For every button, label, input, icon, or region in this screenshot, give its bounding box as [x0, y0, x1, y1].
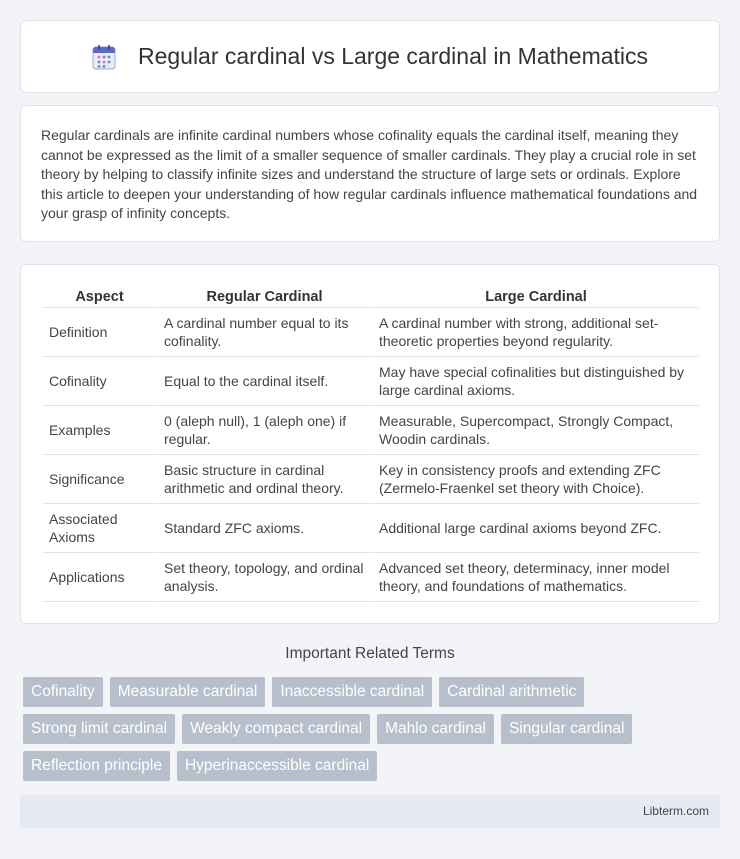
tag-singular-cardinal[interactable]: Singular cardinal [501, 714, 632, 744]
table-row [43, 455, 699, 504]
page-title: Regular cardinal vs Large cardinal in Mathematics [137, 43, 649, 69]
row-large: Additional large cardinal axioms beyond ZFC. [371, 504, 699, 553]
tag-inaccessible-cardinal[interactable]: Inaccessible cardinal [272, 677, 432, 707]
row-regular: Standard ZFC axioms. [156, 504, 371, 553]
row-large: Advanced set theory, determinacy, inner model theory, and foundations of mathematics. [371, 553, 699, 602]
header-card [20, 20, 720, 93]
row-aspect: Definition [43, 308, 156, 357]
row-aspect: Cofinality [43, 357, 156, 406]
footer [20, 795, 720, 828]
intro-card [20, 105, 720, 242]
row-aspect: Examples [43, 406, 156, 455]
tag-hyperinaccessible-cardinal[interactable]: Hyperinaccessible cardinal [177, 751, 377, 781]
row-regular: Equal to the cardinal itself. [156, 357, 371, 406]
related-terms-tags [23, 677, 723, 788]
tag-cofinality[interactable]: Cofinality [23, 677, 103, 707]
header-large-cardinal: Large Cardinal [371, 287, 699, 308]
row-regular: Set theory, topology, and ordinal analysis. [156, 553, 371, 602]
calendar-icon [92, 44, 116, 70]
comparison-table-card [20, 264, 720, 624]
table-header-row [43, 287, 699, 308]
row-large: Measurable, Supercompact, Strongly Compact, Woodin cardinals. [371, 406, 699, 455]
row-regular: 0 (aleph null), 1 (aleph one) if regular. [156, 406, 371, 455]
row-aspect: Associated Axioms [43, 504, 156, 553]
table-row [43, 308, 699, 357]
table-row [43, 406, 699, 455]
row-aspect: Applications [43, 553, 156, 602]
tag-mahlo-cardinal[interactable]: Mahlo cardinal [377, 714, 494, 744]
tag-measurable-cardinal[interactable]: Measurable cardinal [110, 677, 266, 707]
row-large: A cardinal number with strong, additional set-theoretic properties beyond regularity. [371, 308, 699, 357]
comparison-table [43, 287, 699, 602]
row-large: Key in consistency proofs and extending ZFC (Zermelo-Fraenkel set theory with Choice). [371, 455, 699, 504]
related-terms-title: Important Related Terms [285, 645, 455, 662]
tag-weakly-compact-cardinal[interactable]: Weakly compact cardinal [182, 714, 370, 744]
row-regular: Basic structure in cardinal arithmetic and ordinal theory. [156, 455, 371, 504]
row-regular: A cardinal number equal to its cofinality. [156, 308, 371, 357]
tag-cardinal-arithmetic[interactable]: Cardinal arithmetic [439, 677, 584, 707]
footer-brand-link[interactable]: Libterm.com [642, 804, 709, 818]
tag-strong-limit-cardinal[interactable]: Strong limit cardinal [23, 714, 175, 744]
row-aspect: Significance [43, 455, 156, 504]
row-large: May have special cofinalities but distinguished by large cardinal axioms. [371, 357, 699, 406]
table-row [43, 357, 699, 406]
intro-text: Regular cardinals are infinite cardinal numbers whose cofinality equals the cardinal itself, meaning they cannot be expressed as the limit of a smaller sequence of smaller cardinals. They play a crucial role in set theory by helping to classify infinite sizes and understand the structure of large sets or ordinals. Explore this article to deepen your understanding of how regular cardinals influence mathematical foundations and your grasp of infinity concepts. [41, 127, 698, 221]
tag-reflection-principle[interactable]: Reflection principle [23, 751, 170, 781]
header-regular-cardinal: Regular Cardinal [156, 287, 371, 308]
table-row [43, 504, 699, 553]
header-aspect: Aspect [43, 287, 156, 308]
table-row [43, 553, 699, 602]
